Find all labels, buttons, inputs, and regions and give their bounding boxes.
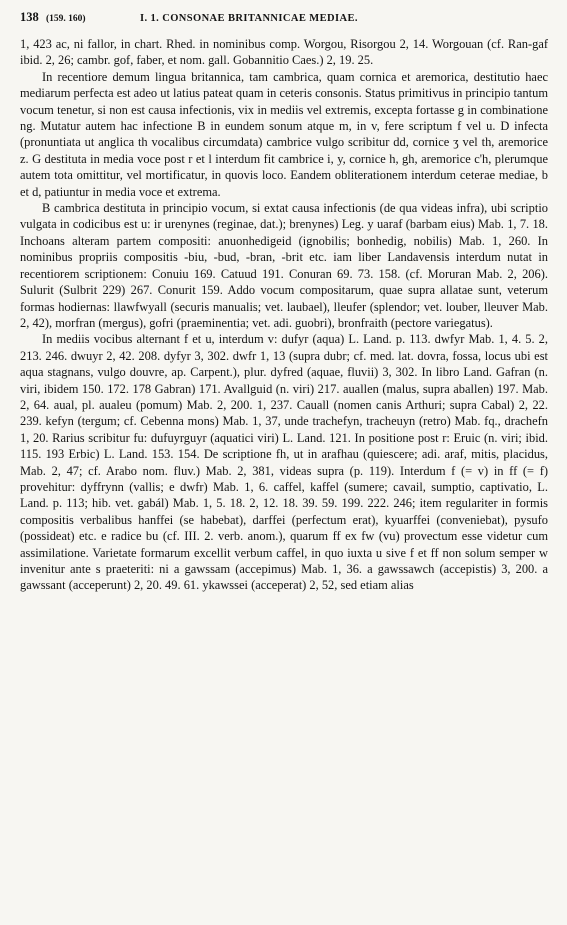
paragraph-3: B cambrica destituta in principio vocum, si extat causa infectionis (de qua videas infra), ubi scriptio vulgata in codicibus est u: ir urenynes (reginae, dat.); brenynes) Leg. y uaraf (barbam eius) Mab. 1, 7. 18. Inchoans alteram partem compositi: anuonhedigeid (ignobilis; bonhedig, nobilis) Mab. 1, 260. In nominibus propriis compositis -biu, -bud, -bran, -brit etc. iam liber Landavensis interdum nutat in recentiorem scriptionem: Conuiu 169. Catuud 191. Conuran 69. 73. 158. (cf. Moruran Mab. 2, 206). Sulurit (Sulbrit 229) 267. Conurit 159. Addo vocum compositarum, quae supra allatae sunt, veterum formas hodiernas: llawfwyall (securis manualis; vet. laubael), lleufer (splendor; vet. louber, lleuver Mab. 2, 42), morfran (mergus), gofri (praeminentia; vet. adi. guobri), bronfraith (pectore variegatus). [20, 201, 548, 330]
paragraph-2: In recentiore demum lingua britannica, tam cambrica, quam cornica et aremorica, destitutio haec mediarum perfecta est adeo ut latius pateat quam in ceteris consonis. Status primitivus in principio tantum vocum tenetur, si non est causa infectionis, vix in mediis vel extremis, excepta fortasse g in combinatione ng. Mutatur autem hac infectione B in eundem sonum atque m, in v, fere scriptum f vel u. D infecta (pronuntiata ut anglica th vocalibus circumdata) cambrice vulgo scribitur dd, cornice ʒ vel th, aremorice z. G destituta in media voce post r et l interdum fit cambrice i, y, cornice h, gh, aremorice c'h, plerumque autem tota omittitur, vel mortificatur, in quovis loco. Eandem obliterationem interdum ceterae mediae, b et d, patiuntur in media voce et extrema. [20, 69, 548, 199]
paragraph-4: In mediis vocibus alternant f et u, interdum v: dufyr (aqua) L. Land. p. 113. dwfyr Mab. 1, 4. 5. 2, 213. 246. dwuyr 2, 42. 208. dyfyr 3, 302. dwfr 1, 13 (supra dubr; cf. med. lat. dovra, fossa, locus ubi est aqua stagnans, vulgo douvre, ap. Carpent.), plur. dyfred (aquae, fluvii) 3, 302. In libro Land. Gafran (n. viri, ibidem 150. 172. 178 Gabran) 171. Avallguid (n. viri) 217. auallen (malus, supra aballen) 197. Mab. 2, 64. aual, pl. aualeu (pomum) Mab. 2, 200. 1, 237. Cauall (nomen canis Arthuri; supra Cabal) 2, 22. 239. kefyn (tergum; cf. Cebenna mons) Mab. 1, 37, unde trachefyn, tracheuyn (retro) Mab. fq., drachefn 1, 20. Rarius scribitur fu: dufuyrguyr (aquatici viri) L. Land. 121. In positione post r: Eruic (n. viri; ibid. 115. 193 Erbic) L. Land. 153. 154. De scriptione fh, ut in arafhau (quiescere; adi. araf, mitis, placidus, Mab. 2, 47; cf. Arabo nom. fluv.) Mab. 2, 381, videas supra (p. 119). Interdum f (= v) in ff (= f) provehitur: dyffrynn (vallis; e dwfr) Mab. 1, 6. caffel, kaffel (sumere; cavail, sumptio, captivatio, L. Land. p. 113; hib. vet. gabál) Mab. 1, 5. 18. 2, 12. 18. 39. 59. 199. 222. 246; item regulariter in formis compositis verbalibus hanffei (se habebat), darffei (perfectum erat), kyuarffei (conveniebat), pysufo (possideat) etc. e radice bu (cf. III. 2. verb. anom.), quarum ff ex fw (vu) provectum esse videtur cum assimilatione. Varietate formarum excellit verbum caffel, in quo iuxta u sive f et ff non solum semper w invenitur ante s praeteriti: ni a gawssam (accepimus) Mab. 1, 36. a gawssawch (accepistis) 3, 200. a gawssant (acceperunt) 2, 20. 49. 61. ykawssei (acceperat) 2, 52, sed etiam alias [20, 332, 548, 593]
paragraph-1: 1, 423 ac, ni fallor, in chart. Rhed. in nominibus comp. Worgou, Risorgou 2, 14. Worgouan (cf. Ran-gaf ibid. 2, 26; cambr. gof, faber, et nom. gall. Gobannitio Caes.) 2, 19. 25. [20, 37, 548, 68]
page-reference: (159. 160) [46, 14, 86, 24]
running-title: I. 1. CONSONAE BRITANNICAE MEDIAE. [140, 13, 358, 24]
running-head [20, 10, 548, 30]
body-text [20, 36, 548, 594]
page-number: 138 [20, 10, 39, 24]
